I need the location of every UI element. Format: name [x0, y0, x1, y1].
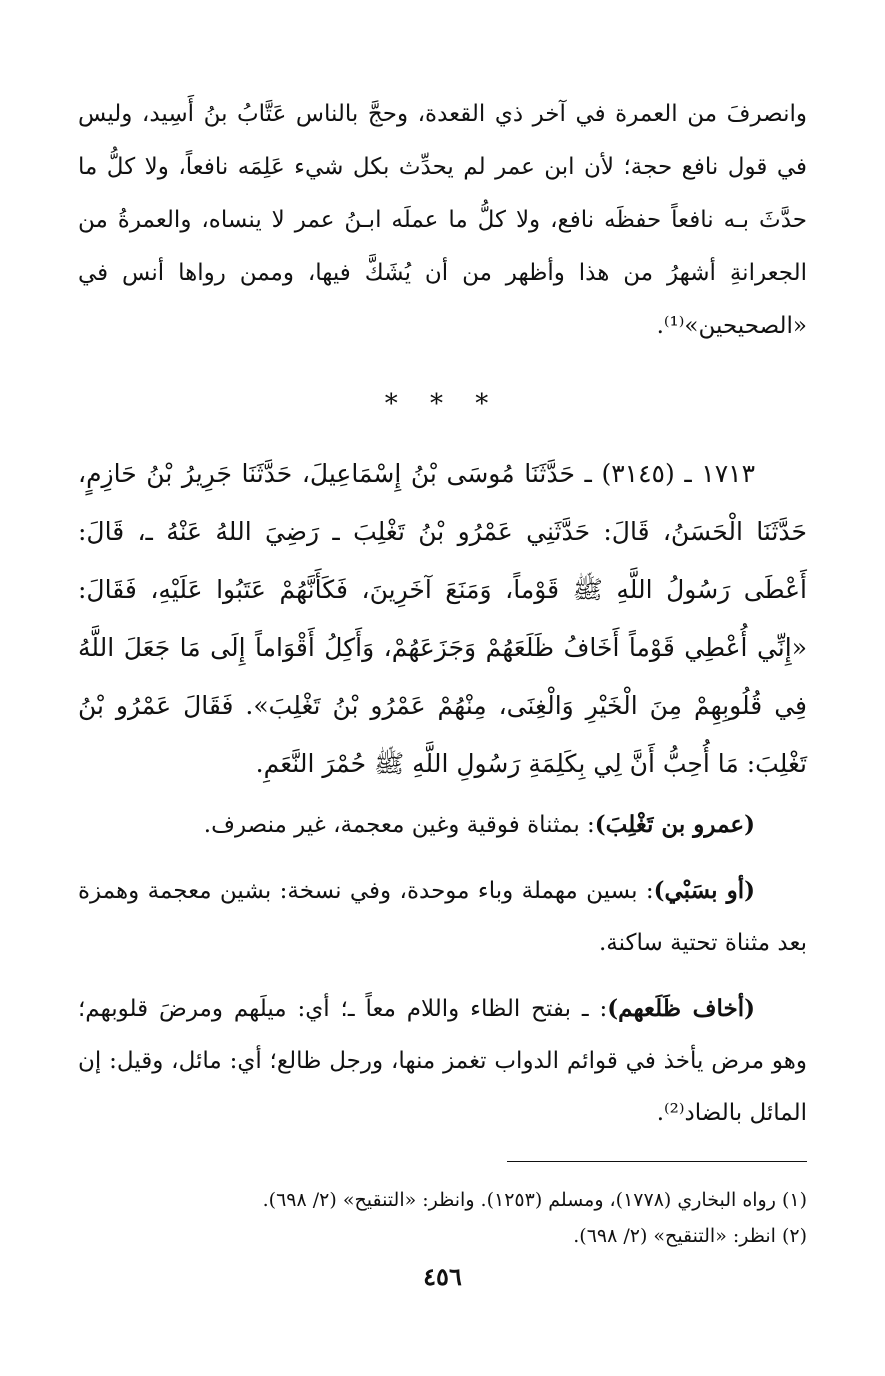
- note-body: : بسين مهملة وباء موحدة، وفي نسخة: بشين معجمة وهمزة بعد مثناة تحتية ساكنة.: [78, 878, 807, 956]
- page-body: [78, 88, 807, 1254]
- note-body: : بمثناة فوقية وغين معجمة، غير منصرف.: [203, 812, 595, 838]
- footnote-1: (١) رواه البخاري (١٧٧٨)، ومسلم (١٢٥٣). وانظر: «التنقيح» (٢/ ٦٩٨).: [262, 1189, 807, 1211]
- section-separator: * * *: [384, 389, 501, 419]
- note-3: [78, 983, 807, 1139]
- top-paragraph: وانصرفَ من العمرة في آخر ذي القعدة، وحجَّ بالناس عَتَّابُ بنُ أَسِيد، وليس في قول نافع حجة؛ لأن ابن عمر لم يحدِّث بكل شيء عَلِمَه نافعاً، ولا كلُّ ما حدَّثَ بـه نافعاً حفظَه نافع، ولا كلُّ ما عملَه ابـنُ عمر لا ينساه، والعمرةُ من الجعرانةِ أشهرُ من هذا وأظهر من أن يُشَكَّ فيها، وممن رواها أنس في «الصحيحين»⁽¹⁾.: [78, 101, 807, 339]
- note-1: [78, 799, 807, 851]
- note-term: (أخاف ظَلَعهم): [607, 995, 755, 1022]
- note-2: [78, 865, 807, 969]
- footnote-2: (٢) انظر: «التنقيح» (٢/ ٦٩٨).: [573, 1225, 807, 1247]
- hadith-text: [78, 445, 807, 793]
- hadith-body: ١٧١٣ ـ (٣١٤٥) ـ حَدَّثَنَا مُوسَى بْنُ إِسْمَاعِيلَ، حَدَّثَنَا جَرِيرُ بْنُ حَازِمٍ، حَدَّثَنَا الْحَسَنُ، قَالَ: حَدَّثَنِي عَمْرُو بْنُ تَغْلِبَ ـ رَضِيَ اللهُ عَنْهُ ـ، قَالَ: أَعْطَى رَسُولُ اللَّهِ ﷺ قَوْماً، وَمَنَعَ آخَرِينَ، فَكَأَنَّهُمْ عَتَبُوا عَلَيْهِ، فَقَالَ: «إِنِّي أُعْطِي قَوْماً أَخَافُ ظَلَعَهُمْ وَجَزَعَهُمْ، وَأَكِلُ أَقْوَاماً إِلَى مَا جَعَلَ اللَّهُ فِي قُلُوبِهِمْ مِنَ الْخَيْرِ وَالْغِنَى، مِنْهُمْ عَمْرُو بْنُ تَغْلِبَ». فَقَالَ عَمْرُو بْنُ تَغْلِبَ: مَا أُحِبُّ أَنَّ لِي بِكَلِمَةِ رَسُولِ اللَّهِ ﷺ حُمْرَ النَّعَمِ.: [78, 459, 807, 778]
- footnote-divider: [507, 1161, 807, 1162]
- note-body: : ـ بفتح الظاء واللام معاً ـ؛ أي: ميلَهم ومرضَ قلوبهم؛ وهو مرض يأخذ في قوائم الدواب تغمز منها، ورجل ظالع؛ أي: مائل، وقيل: إن المائل بالضاد⁽²⁾.: [78, 996, 807, 1126]
- page-number: ٤٥٦: [423, 1262, 462, 1291]
- note-term: (عمرو بن تَغْلِبَ): [594, 811, 755, 838]
- note-term: (أو بسَبْي): [653, 877, 755, 904]
